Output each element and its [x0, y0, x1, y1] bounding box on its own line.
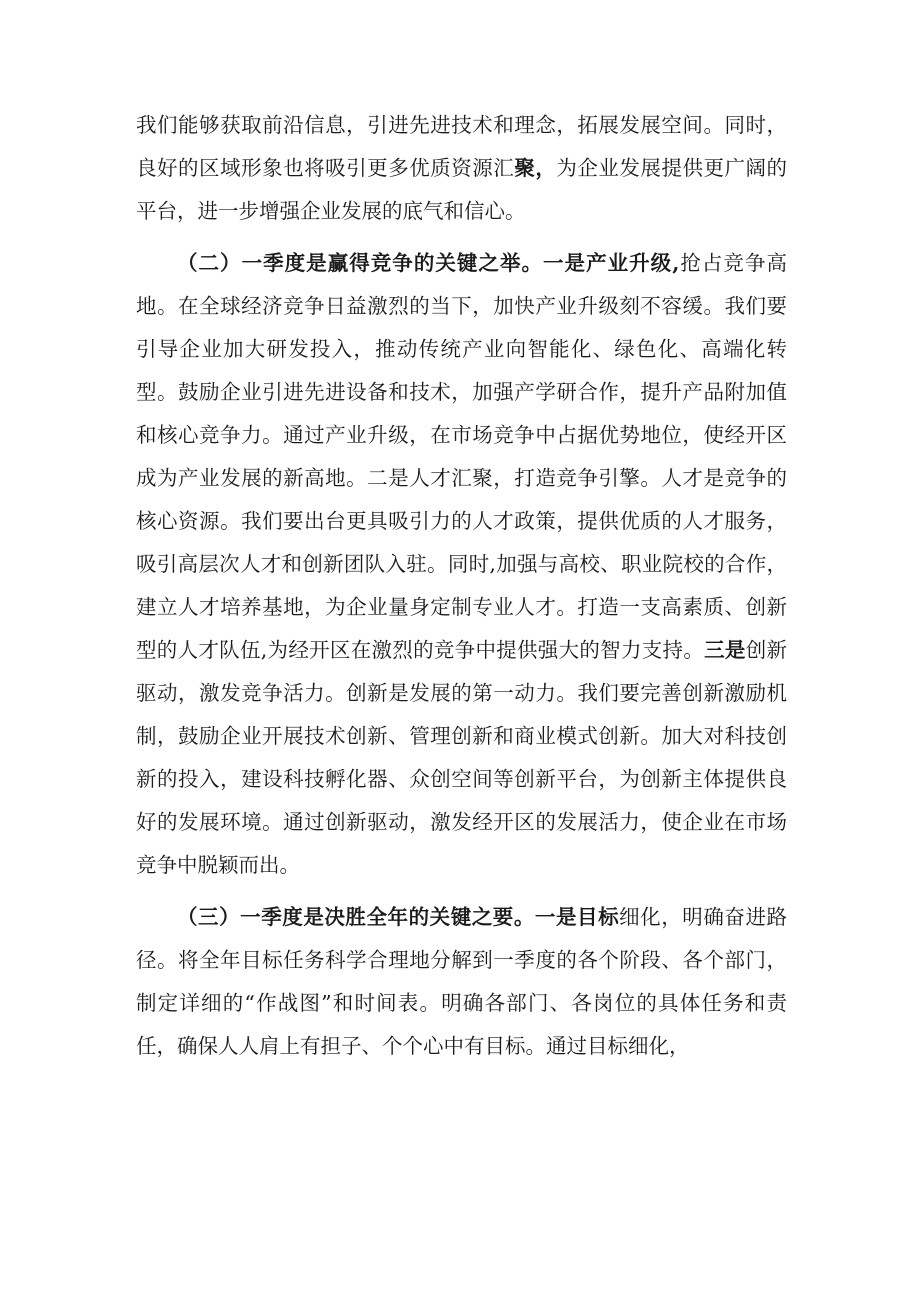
paragraph-1 — [136, 104, 787, 233]
p1-run-1: 我们能够获取前沿信息，引进先进技术和理念，拓展发展空间。同时，良好的区域形象也将吸引更多优质资源汇 — [136, 113, 787, 180]
p1-run-3: 为企业发展提供更广阔的平台，进一步增强企业发展的底气和信心。 — [136, 156, 788, 223]
p2-heading-bold: （二）一季度是赢得竞争的关键之举。一是产业升级, — [177, 251, 680, 275]
paragraph-gap — [136, 233, 787, 242]
p2-run-4: 创新驱动，激发竞争活力。创新是发展的第一动力。我们要完善创新激励机制，鼓励企业开展技术创新、管理创新和商业模式创新。加大对科技创新的投入，建设科技孵化器、众创空间等创新平台，为创新主体提供良好的发展环境。通过创新驱动，激发经开区的发展活力，使企业在市场竞争中脱颖而出。 — [136, 638, 788, 877]
paragraph-gap — [136, 887, 787, 896]
p2-run-2: 抢占竞争高地。在全球经济竞争日益激烈的当下，加快产业升级刻不容缓。我们要引导企业加大研发投入，推动传统产业向智能化、绿色化、高端化转型。鼓励企业引进先进设备和技术，加强产学研合作，提升产品附加值和核心竞争力。通过产业升级，在市场竞争中占据优势地位，使经开区成为产业发展的新高地。二是人才汇聚，打造竞争引擎。人才是竞争的核心资源。我们要出台更具吸引力的人才政策，提供优质的人才服务，吸引高层次人才和创新团队入驻。同时,加强与高校、职业院校的合作，建立人才培养基地，为企业量身定制专业人才。打造一支高素质、创新型的人才队伍,为经开区在激烈的竞争中提供强大的智力支持。 — [136, 251, 787, 662]
p2-run-3-bold: 三是 — [704, 638, 746, 662]
p3-heading-bold: （三）一季度是决胜全年的关键之要。一是目标 — [177, 905, 620, 929]
p1-run-2-bold: 聚， — [514, 156, 557, 180]
p3-run-2: 细化，明确奋进路径。将全年目标任务科学合理地分解到一季度的各个阶段、各个部门，制定详细的“作战图”和时间表。明确各部门、各岗位的具体任务和责任，确保人人肩上有担子、个个心中有目标。通过目标细化， — [136, 905, 787, 1058]
paragraph-3 — [136, 896, 787, 1068]
paragraph-2 — [136, 242, 787, 887]
